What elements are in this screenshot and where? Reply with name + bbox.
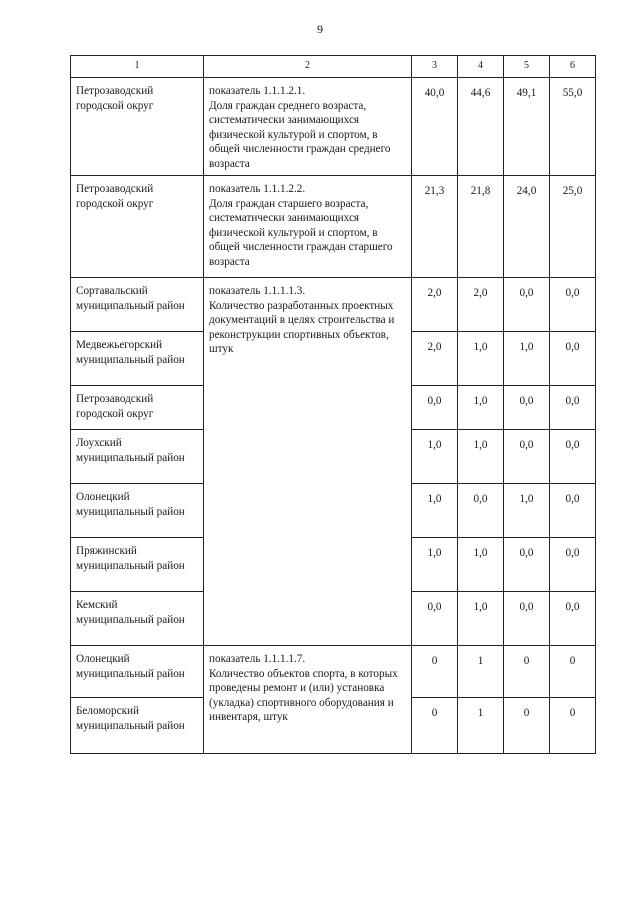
value-cell: 44,6 [458, 78, 504, 176]
territory-cell: Олонецкий муниципальный район [71, 646, 204, 698]
value-cell: 0,0 [504, 592, 550, 646]
value-cell: 0,0 [550, 430, 596, 484]
territory-cell: Кемский муниципальный район [71, 592, 204, 646]
table-row [71, 646, 596, 698]
territory-cell: Петрозаводский городской округ [71, 176, 204, 278]
value-cell: 1,0 [458, 386, 504, 430]
indicator-cell [204, 646, 412, 754]
indicator-code: показатель 1.1.1.2.2. [209, 183, 306, 195]
value-cell: 55,0 [550, 78, 596, 176]
value-cell: 0,0 [550, 386, 596, 430]
indicators-table [70, 55, 596, 754]
value-cell: 0 [504, 646, 550, 698]
territory-cell: Лоухский муниципальный район [71, 430, 204, 484]
indicator-code: показатель 1.1.1.1.7. [209, 653, 306, 665]
value-cell: 0 [412, 646, 458, 698]
value-cell: 1,0 [412, 484, 458, 538]
value-cell: 1,0 [412, 538, 458, 592]
header-cell: 4 [458, 56, 504, 78]
value-cell: 2,0 [412, 278, 458, 332]
indicator-text: Доля граждан среднего возраста, систематически занимающихся физической культурой и спортом, в общей численности граждан среднего возраста [209, 99, 391, 170]
territory-cell: Медвежьегорский муниципальный район [71, 332, 204, 386]
value-cell: 2,0 [412, 332, 458, 386]
header-cell: 1 [71, 56, 204, 78]
value-cell: 1 [458, 646, 504, 698]
indicator-cell [204, 78, 412, 176]
value-cell: 21,8 [458, 176, 504, 278]
value-cell: 49,1 [504, 78, 550, 176]
table-row [71, 176, 596, 278]
value-cell: 21,3 [412, 176, 458, 278]
table-row [71, 278, 596, 332]
table-body [71, 56, 596, 754]
value-cell: 0,0 [550, 592, 596, 646]
territory-cell: Беломорский муниципальный район [71, 698, 204, 754]
value-cell: 2,0 [458, 278, 504, 332]
territory-cell: Пряжинский муниципальный район [71, 538, 204, 592]
indicator-cell [204, 176, 412, 278]
value-cell: 0,0 [550, 484, 596, 538]
territory-cell: Сортавальский муниципальный район [71, 278, 204, 332]
value-cell: 0 [550, 646, 596, 698]
value-cell: 1,0 [458, 332, 504, 386]
value-cell: 0,0 [504, 278, 550, 332]
value-cell: 0,0 [458, 484, 504, 538]
value-cell: 0,0 [550, 278, 596, 332]
value-cell: 1,0 [458, 538, 504, 592]
indicator-cell [204, 278, 412, 646]
value-cell: 0,0 [550, 332, 596, 386]
header-cell: 5 [504, 56, 550, 78]
value-cell: 1,0 [504, 332, 550, 386]
value-cell: 40,0 [412, 78, 458, 176]
value-cell: 0 [504, 698, 550, 754]
value-cell: 0,0 [550, 538, 596, 592]
indicator-text: Доля граждан старшего возраста, систематически занимающихся физической культурой и спортом, в общей численности граждан старшего возраста [209, 197, 393, 268]
value-cell: 1 [458, 698, 504, 754]
value-cell: 1,0 [412, 430, 458, 484]
value-cell: 0,0 [504, 386, 550, 430]
value-cell: 0,0 [504, 430, 550, 484]
value-cell: 25,0 [550, 176, 596, 278]
table-row [71, 78, 596, 176]
value-cell: 0 [412, 698, 458, 754]
territory-cell: Петрозаводский городской округ [71, 78, 204, 176]
territory-cell: Петрозаводский городской округ [71, 386, 204, 430]
header-cell: 6 [550, 56, 596, 78]
value-cell: 1,0 [458, 592, 504, 646]
value-cell: 1,0 [504, 484, 550, 538]
header-cell: 3 [412, 56, 458, 78]
value-cell: 1,0 [458, 430, 504, 484]
page-number: 9 [317, 22, 323, 36]
indicator-code: показатель 1.1.1.1.3. [209, 285, 306, 297]
value-cell: 0,0 [504, 538, 550, 592]
value-cell: 0,0 [412, 386, 458, 430]
header-row [71, 56, 596, 78]
indicator-code: показатель 1.1.1.2.1. [209, 85, 306, 97]
territory-cell: Олонецкий муниципальный район [71, 484, 204, 538]
indicator-text: Количество разработанных проектных документаций в целях строительства и реконструкции спортивных объектов, штук [209, 299, 395, 355]
value-cell: 0,0 [412, 592, 458, 646]
value-cell: 24,0 [504, 176, 550, 278]
header-cell: 2 [204, 56, 412, 78]
indicator-text: Количество объектов спорта, в которых проведены ремонт и (или) установка (укладка) спортивного оборудования и инвентаря, штук [209, 667, 398, 723]
value-cell: 0 [550, 698, 596, 754]
